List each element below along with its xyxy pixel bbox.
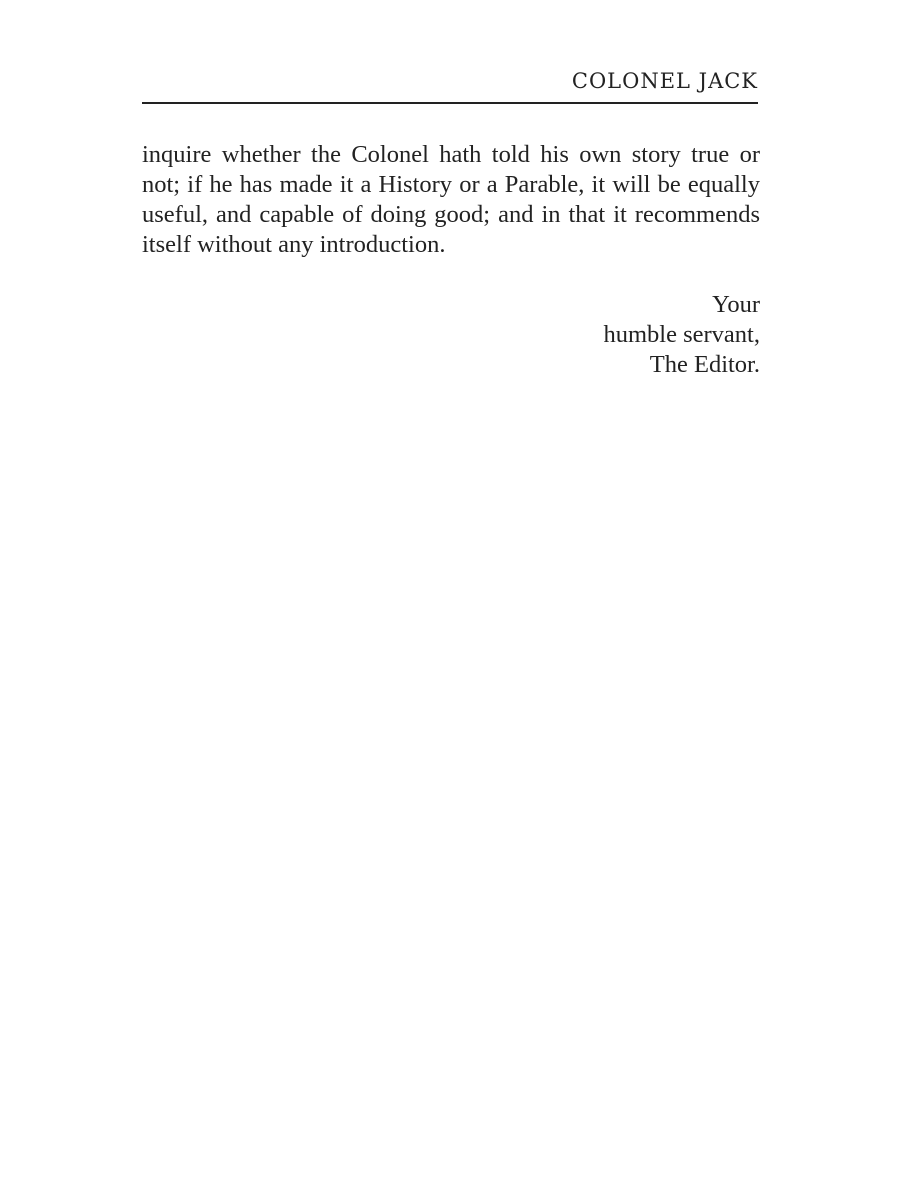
signature-block: [142, 290, 760, 380]
signature-line: Your: [712, 291, 760, 318]
body-paragraph: [142, 140, 760, 260]
body-line: useful, and capable of doing good; and in that it recommends: [142, 201, 760, 228]
body-line: itself without any introduction.: [142, 231, 446, 258]
signature-line: The Editor.: [649, 351, 760, 378]
page-header: [142, 64, 758, 104]
body-line: not; if he has made it a History or a Parable, it will be equally: [142, 171, 760, 198]
signature-line: humble servant,: [603, 321, 760, 348]
running-head-title: COLONEL JACK: [571, 69, 758, 93]
body-line: inquire whether the Colonel hath told his own story true or: [142, 141, 760, 168]
